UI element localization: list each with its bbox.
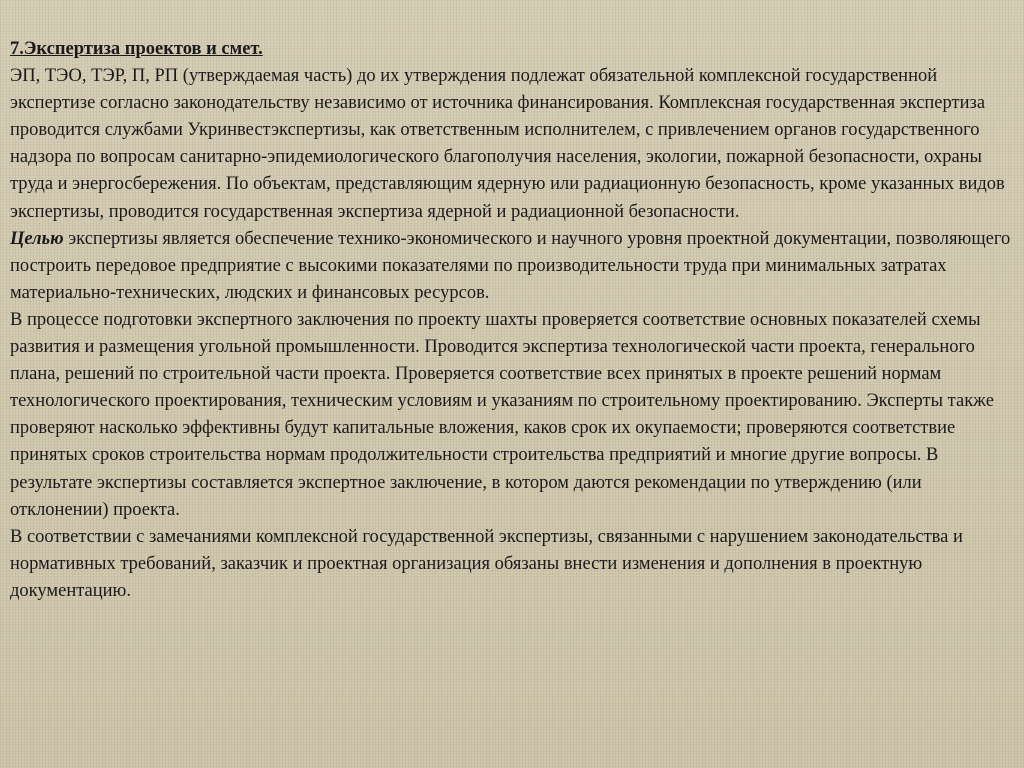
paragraph-expertise-process: В процессе подготовки экспертного заключения по проекту шахты проверяется соответствие основных показателей схемы развития и размещения угольной промышленности. Проводится экспертиза технологической части проекта, генерального плана, решений по строительной части проекта. Проверяется соответствие всех принятых в проекте решений нормам технологического проектирования, техническим условиям и указаниям по строительному проектированию. Эксперты также проверяют насколько эффективны будут капитальные вложения, каков срок их окупаемости; проверяются соответствие принятых сроков строительства нормам продолжительности строительства предприятий и многие другие вопросы. В результате экспертизы составляется экспертное заключение, в котором даются рекомендации по утверждению (или отклонении) проекта. [10, 309, 994, 520]
paragraph-expertise-requirement: ЭП, ТЭО, ТЭР, П, РП (утверждаемая часть) до их утверждения подлежат обязательной комплексной государственной экспертизе согласно законодательству независимо от источника финансирования. Комплексная государственная экспертиза проводится службами Укринвестэкспертизы, как ответственным исполнителем, с привлечением органов государственного надзора по вопросам санитарно-эпидемиологического благополучия населения, экологии, пожарной безопасности, охраны труда и энергосбережения. По объектам, представляющим ядерную или радиационную безопасность, кроме указанных видов экспертизы, проводится государственная экспертиза ядерной и радиационной безопасности. [10, 66, 1005, 222]
paragraph-expertise-goal [10, 226, 1014, 307]
slide-title: 7.Экспертиза проектов и смет. [10, 39, 263, 59]
goal-label: Целью [10, 228, 64, 249]
slide-content [10, 36, 1014, 605]
paragraph-expertise-remarks: В соответствии с замечаниями комплексной государственной экспертизы, связанными с нарушением законодательства и нормативных требований, заказчик и проектная организация обязаны внести изменения и дополнения в проектную документацию. [10, 526, 963, 601]
goal-text: экспертизы является обеспечение технико-экономического и научного уровня проектной документации, позволяющего построить передовое предприятие с высокими показателями по производительности труда при минимальных затратах материально-технических, людских и финансовых ресурсов. [10, 228, 1011, 303]
